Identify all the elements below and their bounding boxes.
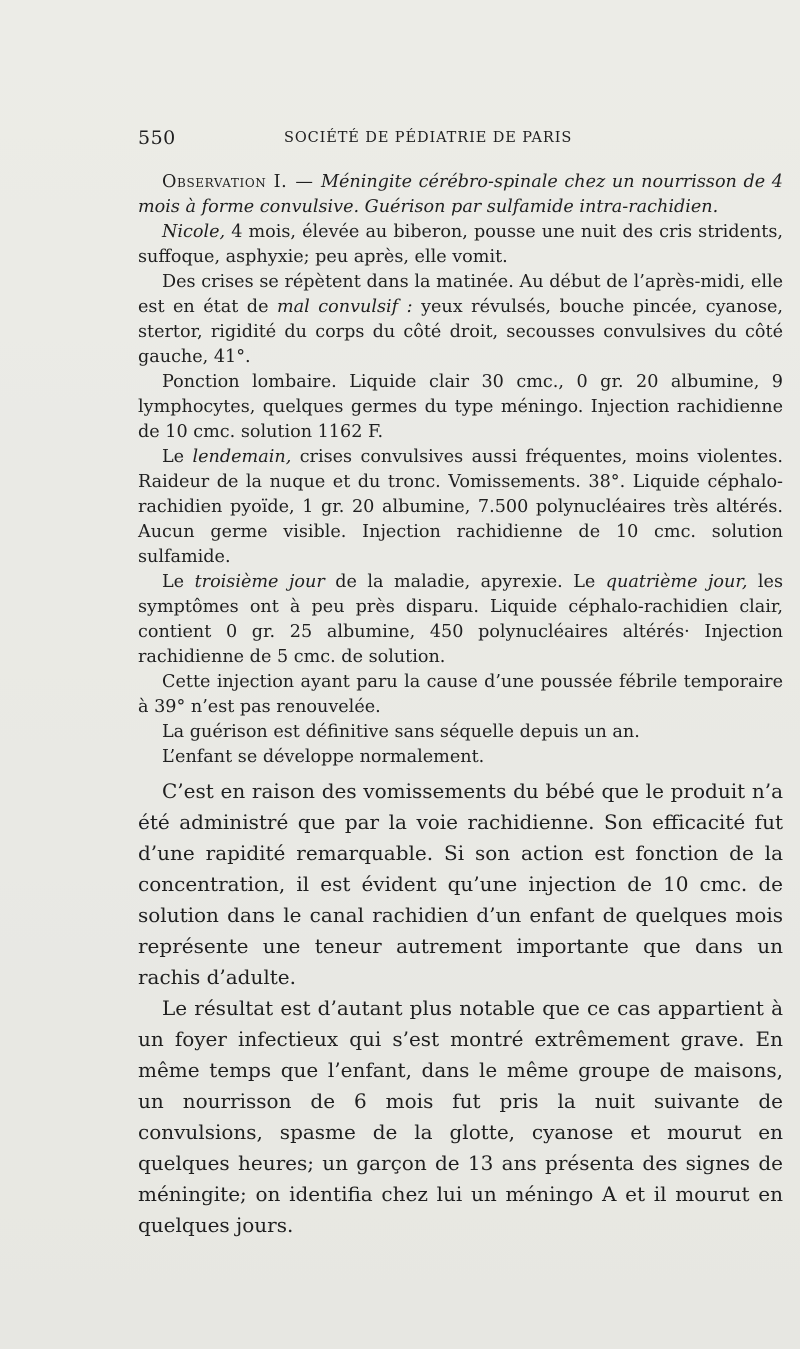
page-number: 550 xyxy=(138,127,176,149)
observation-label: Observation I. xyxy=(162,172,288,192)
observation-paragraph: Cette injection ayant paru la cause d’une poussée fébrile temporaire à 39° n’est pas renouvelée. xyxy=(138,672,783,717)
observation-paragraph xyxy=(138,270,783,370)
paragraph-text: Le xyxy=(162,572,195,592)
paragraph-text: crises convulsives aussi fréquentes, moins violentes. Raideur de la nuque et du tronc. Vomissements. 38°. Liquide céphalo-rachidien pyoïde, 1 gr. 20 albumine, 7.500 polynucléaires très altérés. Aucun germe visible. Injection rachidienne de 10 cmc. solution sulfamide. xyxy=(138,447,783,567)
title-dash: — xyxy=(295,172,313,192)
paragraph-text: yeux révulsés, bouche pincée, cyanose, stertor, rigidité du corps du côté droit, secousses convulsives du côté gauche, 41°. xyxy=(138,297,783,367)
running-head: SOCIÉTÉ DE PÉDIATRIE DE PARIS xyxy=(284,130,573,146)
paragraph-text: de la maladie, apyrexie. Le xyxy=(324,572,606,592)
emphasis-text: quatrième jour, xyxy=(605,572,748,592)
discussion-section xyxy=(138,776,783,1241)
emphasis-text: mal convulsif : xyxy=(276,297,413,317)
observation-paragraph xyxy=(138,570,783,670)
observation-section xyxy=(138,170,783,770)
observation-paragraph xyxy=(138,445,783,570)
paragraph-text: Le xyxy=(162,447,193,467)
emphasis-text: troisième jour xyxy=(194,572,325,592)
page-header xyxy=(138,124,608,154)
observation-heading: Méningite cérébro-spinale chez un nourrisson de 4 mois à forme convulsive. Guérison par sulfamide intra-rachidien. xyxy=(138,172,784,217)
emphasis-text: lendemain, xyxy=(192,447,292,467)
discussion-paragraph: C’est en raison des vomissements du bébé que le produit n’a été administré que par la voie rachidienne. Son efficacité fut d’une rapidité remarquable. Si son action est fonction de la concentration, il est évident qu’une injection de 10 cmc. de solution dans le canal rachidien d’un enfant de quelques mois représente une teneur autrement importante que dans un rachis d’adulte. xyxy=(138,779,783,989)
discussion-paragraph: Le résultat est d’autant plus notable que ce cas appartient à un foyer infectieux qui s’est montré extrêmement grave. En même temps que l’enfant, dans le même groupe de maisons, un nourrisson de 6 mois fut pris la nuit suivante de convulsions, spasme de la glotte, cyanose et mourut en quelques heures; un garçon de 13 ans présenta des signes de méningite; on identifia chez lui un méningo A et il mourut en quelques jours. xyxy=(138,996,783,1237)
patient-name: Nicole, xyxy=(162,222,226,242)
paragraph-text: les symptômes ont à peu près disparu. Liquide céphalo-rachidien clair, contient 0 gr. 25 albumine, 450 polynucléaires altérés· Injection rachidienne de 5 cmc. de solution. xyxy=(138,572,783,667)
paragraph-text: Des crises se répètent dans la matinée. Au début de l’après-midi, elle est en état de xyxy=(138,272,783,317)
observation-title xyxy=(138,170,783,220)
observation-paragraph: La guérison est définitive sans séquelle depuis un an. xyxy=(162,722,640,742)
observation-paragraph: L’enfant se développe normalement. xyxy=(162,747,485,767)
paragraph-text: 4 mois, élevée au biberon, pousse une nuit des cris stridents, suffoque, asphyxie; peu après, elle vomit. xyxy=(138,222,783,267)
observation-paragraph: Ponction lombaire. Liquide clair 30 cmc., 0 gr. 20 albumine, 9 lymphocytes, quelques germes du type méningo. Injection rachidienne de 10 cmc. solution 1162 F. xyxy=(138,372,783,442)
observation-paragraph xyxy=(138,220,783,270)
